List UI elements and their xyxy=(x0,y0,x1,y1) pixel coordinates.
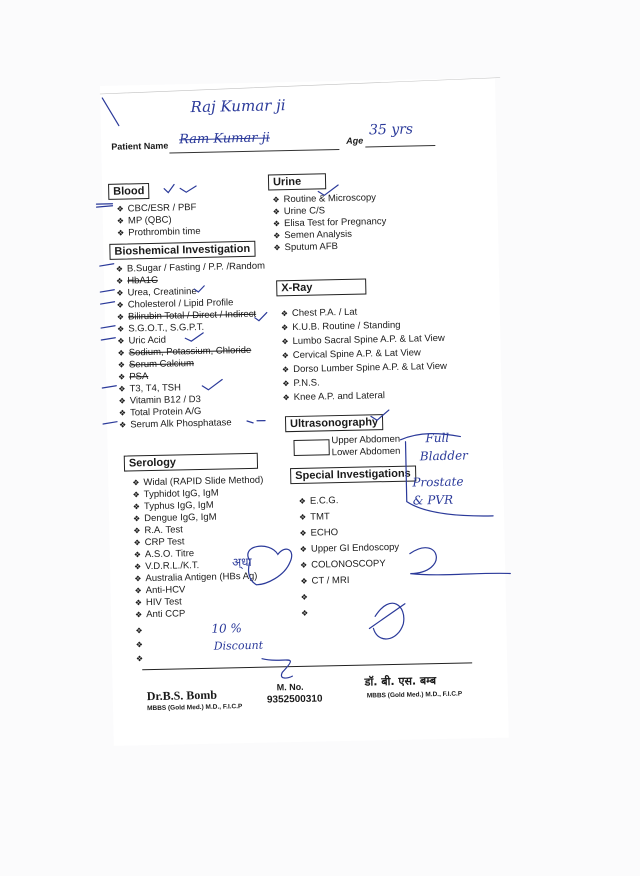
special-item: ❖ ECHO xyxy=(299,527,339,539)
discount-note-word: Discount xyxy=(213,638,264,653)
doctor-qualifications: MBBS (Gold Med.) M.D., F.I.C.P xyxy=(146,703,243,713)
serology-empty-bullet: ❖ xyxy=(135,654,144,664)
doctor-name: Dr.B.S. Bomb xyxy=(146,687,218,704)
biochemical-item: ❖ B.Sugar / Fasting / P.P. /Random xyxy=(115,260,266,275)
xray-item: ❖ Chest P.A. / Lat xyxy=(280,306,358,320)
serology-item: ❖ Widal (RAPID Slide Method) xyxy=(132,474,264,489)
biochemical-item: ❖ Serum Alk Phosphatase xyxy=(119,417,232,431)
serology-item: ❖ Typhus IgG, IgM xyxy=(132,499,214,513)
xray-item: ❖ Lumbo Sacral Spine A.P. & Lat View xyxy=(281,332,445,348)
section-serology-title: Serology xyxy=(124,453,258,472)
usg-note-full: Full xyxy=(425,430,450,446)
patient-name-label: Patient Name xyxy=(111,140,169,152)
biochemical-item: ❖ Bilirubin Total / Direct / Indirect xyxy=(116,308,257,323)
biochemical-item: ❖ Vitamin B12 / D3 xyxy=(118,393,201,407)
biochemical-item: ❖ HbA1C xyxy=(115,274,158,287)
doctor-name-hindi: डॉ. बी. एस. बम्ब xyxy=(364,674,437,689)
handwritten-stamp: अ्धा xyxy=(231,554,252,570)
patient-name-struck: Ram Kumar ji xyxy=(178,130,271,148)
section-urine-title: Urine xyxy=(268,173,326,190)
special-item: ❖ TMT xyxy=(298,511,330,523)
section-xray-title: X-Ray xyxy=(276,278,366,296)
special-item: ❖ E.C.G. xyxy=(298,495,339,507)
discount-note-percent: 10 % xyxy=(211,621,243,636)
age-label: Age xyxy=(346,135,364,146)
patient-name-handwritten: Raj Kumar ji xyxy=(190,96,286,117)
xray-item: ❖ Cervical Spine A.P. & Lat View xyxy=(281,347,421,362)
section-biochemical-title: Bioshemical Investigation xyxy=(109,241,255,260)
biochemical-item: ❖ Sodium, Potassium, Chloride xyxy=(117,344,252,359)
biochemical-item: ❖ T3, T4, TSH xyxy=(118,382,182,395)
urine-item: ❖ Routine & Microscopy xyxy=(272,192,377,206)
serology-item: ❖ HIV Test xyxy=(134,596,182,609)
xray-item: ❖ Dorso Lumber Spine A.P. & Lat View xyxy=(281,360,448,376)
biochemical-item: ❖ S.G.O.T., S.G.P.T. xyxy=(117,321,205,335)
special-item: ❖ CT / MRI xyxy=(300,574,350,587)
biochemical-item: ❖ Cholesterol / Lipid Profile xyxy=(116,297,234,311)
usg-note-prostate: Prostate xyxy=(412,474,464,490)
special-empty-bullet: ❖ xyxy=(300,608,309,618)
ultrasonography-item: Upper Abdomen xyxy=(331,433,401,447)
special-item: ❖ Upper GI Endoscopy xyxy=(299,541,400,555)
doctor-qualifications-right: MBBS (Gold Med.) M.D., F.I.C.P xyxy=(366,690,463,700)
serology-item: ❖ Anti-HCV xyxy=(134,584,186,597)
serology-empty-bullet: ❖ xyxy=(135,626,143,636)
serology-item: ❖ CRP Test xyxy=(133,536,185,549)
biochemical-item: ❖ Serum Calcium xyxy=(117,358,195,371)
mobile-number: 9352500310 xyxy=(266,693,323,706)
urine-item: ❖ Sputum AFB xyxy=(273,241,339,254)
usg-note-pvr: & PVR xyxy=(412,492,454,508)
handwritten-ink-marks xyxy=(100,78,509,746)
serology-item: ❖ R.A. Test xyxy=(133,524,183,537)
biochemical-item: ❖ Uric Acid xyxy=(117,334,167,347)
urine-item: ❖ Elisa Test for Pregnancy xyxy=(272,216,387,230)
biochemical-item: ❖ Total Protein A/G xyxy=(118,405,202,419)
blood-item: ❖ Prothrombin time xyxy=(116,225,201,239)
xray-item: ❖ P.N.S. xyxy=(282,377,320,390)
section-blood-title: Blood xyxy=(108,183,149,200)
serology-item: ❖ Dengue IgG, IgM xyxy=(132,511,217,525)
biochemical-item: ❖ PSA xyxy=(118,371,149,383)
xray-item: ❖ K.U.B. Routine / Standing xyxy=(281,319,401,334)
serology-item: ❖ Australia Antigen (HBs Ag) xyxy=(134,570,258,585)
mobile-label: M. No. xyxy=(276,681,304,693)
blood-item: ❖ CBC/ESR / PBF xyxy=(116,202,197,215)
serology-item: ❖ A.S.O. Titre xyxy=(133,548,195,561)
age-handwritten: 35 yrs xyxy=(368,121,414,139)
serology-item: ❖ Anti CCP xyxy=(134,608,186,621)
section-ultrasonography-title: Ultrasonography xyxy=(285,414,383,432)
ultrasonography-item: Lower Abdomen xyxy=(331,445,401,459)
serology-empty-bullet: ❖ xyxy=(135,640,143,650)
blood-item: ❖ MP (QBC) xyxy=(116,214,172,227)
xray-item: ❖ Knee A.P. and Lateral xyxy=(282,390,386,404)
serology-item: ❖ V.D.R.L./K.T. xyxy=(133,560,200,573)
biochemical-item: ❖ Urea, Creatinine xyxy=(116,286,197,299)
serology-item: ❖ Typhidot IgG, IgM xyxy=(132,487,219,501)
section-special-title: Special Investigations xyxy=(290,465,416,484)
urine-item: ❖ Urine C/S xyxy=(272,205,326,218)
special-empty-bullet: ❖ xyxy=(300,592,309,602)
usg-note-bladder: Bladder xyxy=(419,448,468,464)
urine-item: ❖ Semen Analysis xyxy=(273,228,353,242)
special-item: ❖ COLONOSCOPY xyxy=(299,558,386,571)
lab-requisition-form xyxy=(100,78,509,746)
